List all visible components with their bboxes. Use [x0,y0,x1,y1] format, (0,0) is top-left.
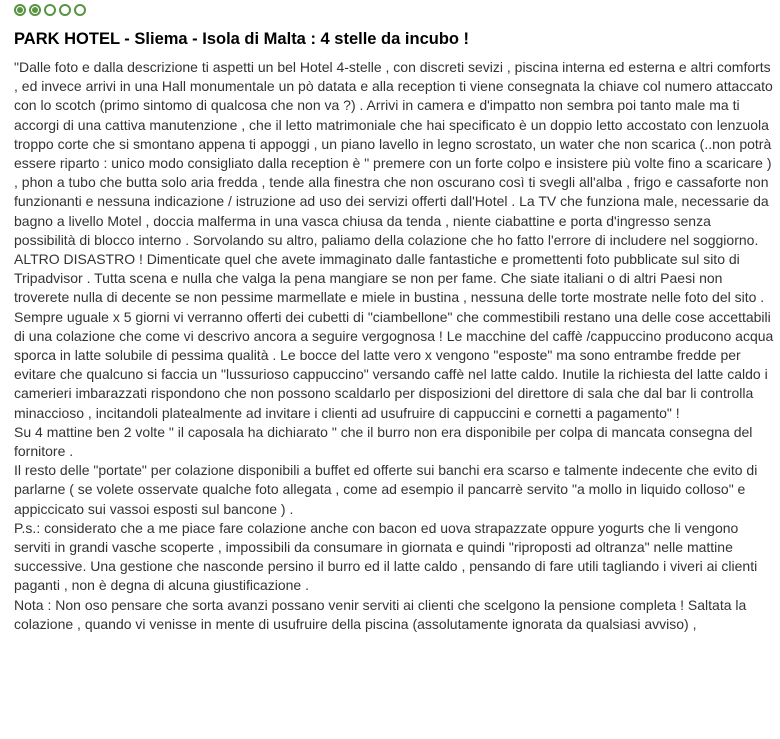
rating-bubble-filled-icon [29,4,41,16]
review-title: PARK HOTEL - Sliema - Isola di Malta : 4 stelle da incubo ! [14,30,470,48]
review-paragraph: "Dalle foto e dalla descrizione ti aspetti un bel Hotel 4-stelle , con discreti sevizi , piscina interna ed esterna e altri comforts , ed invece arrivi in una Hall monumentale un pò datata e alla reception ti viene consegnata la chiave col numero attaccato con lo scotch (primo sintomo di qualcosa che non va ?) . Arrivi in camera e d'impatto non sembra poi tanto male ma ti accorgi di una cattiva manutenzione , che il letto matrimoniale che hai specificato è un doppio letto accostato con lenzuola troppo corte che si smontano appena ti appoggi , un piano lavello in legno scrostato, un water che non scarica (..non potrà essere riparto : unico modo consigliato dalla reception è " premere con un forte colpo e insistere più volte fino a scaricare ) , phon a tubo che butta solo aria fredda , tende alla finestra che non oscurano così ti svegli all'alba , frigo e cassaforte non funzionanti e nessuna indicazione / istruzione ad uso dei servizi offerti dall'Hotel . La TV che funziona male, necessarie da bagno a livello Motel , doccia malferma in una vasca chiusa da tenda , niente ciabattine e porta d'ingresso senza possibilità di blocco interno . Sorvolando su altro, paliamo della colazione che ho fatto l'errore di includere nel soggiorno. [14,59,773,248]
rating-bubble-empty-icon [44,4,56,16]
review-paragraph: Il resto delle "portate" per colazione disponibili a buffet ed offerte sui banchi era scarso e talmente indecente che evito di parlarne ( se volete osservate qualche foto allegata , come ad esempio il pancarrè servito "a mollo in liquido colloso" e appiccicato sui vassoi esposti sul bancone ) . [14,462,758,517]
review-paragraph: ALTRO DISASTRO ! Dimenticate quel che avete immaginato dalle fantastiche e promettenti foto pubblicate sul sito di Tripadvisor . Tutta scena e nulla che valga la pena mangiare se non per fame. Che siate italiani o di altri Paesi non troverete nulla di decente se non pessime marmellate e miele in bustina , nessuna delle torte mostrate nelle foto del sito . Sempre uguale x 5 giorni vi verranno offerti dei cubetti di "ciambellone" che commestibili restano una delle cose accettabili di una colazione che come vi descrivo ancora a seguire vergognosa ! Le macchine del caffè /cappuccino producono acqua sporca in latte solubile di pessima qualità . Le bocce del latte vero x vengono "esposte" ma sono entrambe fredde per evitare che qualcuno si faccia un "lussurioso cappuccino" versando caffè nel latte caldo. Inutile la richiesta del latte caldo i camerieri imbarazzati rispondono che non possono scaldarlo per disposizioni del direttore di sala che dal bar li controlla minaccioso , incitandoli platealmente ad invitare i clienti ad usufruire di cappuccini e cornetti a pagamento" ! [14,251,774,421]
review-paragraph: Nota : Non oso pensare che sorta avanzi possano venir serviti ai clienti che scelgono la pensione completa ! Saltata la colazione , quando vi venisse in mente di usufruire della piscina (assolutamente ignorata da qualsiasi avviso) , [14,596,747,632]
review-body [14,58,774,634]
review-paragraph: Su 4 mattine ben 2 volte " il caposala ha dichiarato " che il burro non era disponibile per colpa di mancata consegna del fornitore . [14,423,753,460]
rating-bubble-empty-icon [59,4,71,16]
review-paragraph: P.s.: considerato che a me piace fare colazione anche con bacon ed uova strapazzate oppure yogurts che li vengono serviti in grandi vasche scoperte , impossibili da consumare in giornata e quindi "riproposti ad oltranza" nelle mattine successive. Una gestione che nasconde persino il burro ed il latte caldo , pensando di fare utili tagliando i viveri ai clienti paganti , non è degna di alcuna giustificazione . [14,519,758,594]
bubble-rating [14,4,86,16]
rating-bubble-empty-icon [74,4,86,16]
rating-bubble-filled-icon [14,4,26,16]
